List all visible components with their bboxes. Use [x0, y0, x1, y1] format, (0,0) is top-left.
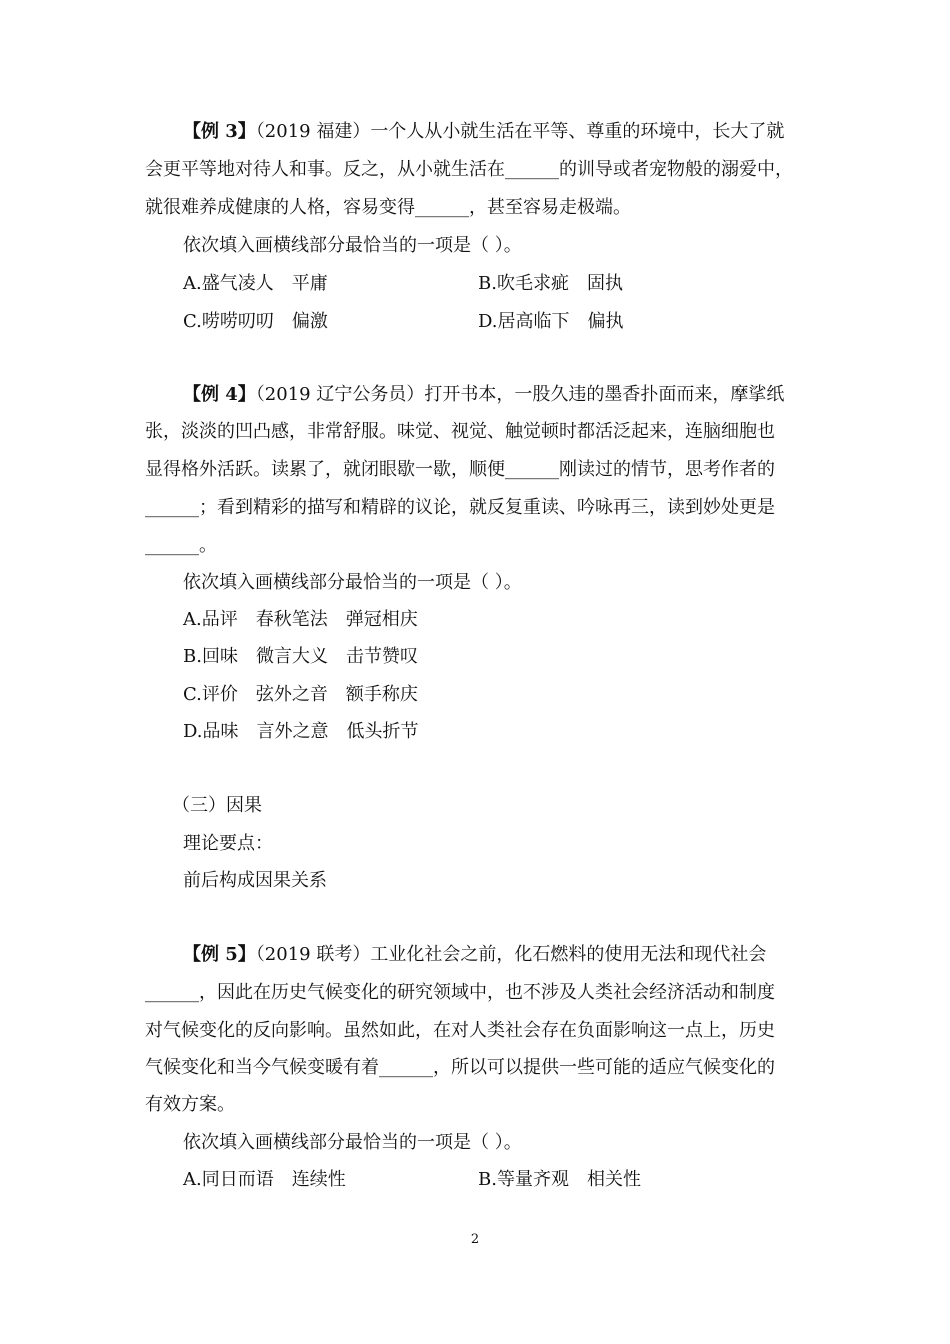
ex3-text-1: （2019 福建）一个人从小就生活在平等、尊重的环境中，长大了就	[255, 121, 785, 142]
ex5-option-b: B.等量齐观 相关性	[478, 1169, 641, 1190]
ex4-text-1: （2019 辽宁公务员）打开书本，一股久违的墨香扑面而来，摩挲纸	[255, 384, 785, 405]
ex3-option-a: A.盛气凌人 平庸	[183, 273, 328, 294]
section-subtitle: 理论要点：	[183, 833, 273, 854]
ex4-option-a: A.品评 春秋笔法 弹冠相庆	[183, 609, 418, 630]
ex4-line-1	[183, 383, 784, 407]
ex4-question: 依次填入画横线部分最恰当的一项是（ ）。	[183, 572, 522, 593]
ex5-label: 【例 5】	[183, 944, 256, 965]
ex3-line-1	[183, 120, 784, 144]
ex5-line-3: 对气候变化的反向影响。虽然如此，在对人类社会存在负面影响这一点上，历史	[145, 1020, 775, 1041]
ex5-line-1	[183, 943, 766, 967]
ex3-option-c: C.唠唠叨叨 偏激	[183, 311, 328, 332]
ex4-line-4: ______；看到精彩的描写和精辟的议论，就反复重读、吟咏再三，读到妙处更是	[145, 497, 775, 518]
ex3-line-2: 会更平等地对待人和事。反之，从小就生活在______的训导或者宠物般的溺爱中，	[145, 159, 793, 180]
ex3-option-d: D.居高临下 偏执	[478, 311, 624, 332]
ex4-option-b: B.回味 微言大义 击节赞叹	[183, 646, 418, 667]
ex3-option-b: B.吹毛求疵 固执	[478, 273, 623, 294]
section-text: 前后构成因果关系	[183, 870, 327, 891]
ex5-option-a: A.同日而语 连续性	[183, 1169, 346, 1190]
ex5-line-2: ______，因此在历史气候变化的研究领域中，也不涉及人类社会经济活动和制度	[145, 982, 775, 1003]
ex4-label: 【例 4】	[183, 384, 256, 405]
section-title: （三）因果	[172, 795, 262, 816]
page-number: 2	[470, 1232, 480, 1247]
ex4-line-5: ______。	[145, 535, 217, 556]
ex5-text-1: （2019 联考）工业化社会之前，化石燃料的使用无法和现代社会	[255, 944, 767, 965]
ex5-question: 依次填入画横线部分最恰当的一项是（ ）。	[183, 1132, 522, 1153]
ex3-label: 【例 3】	[183, 121, 256, 142]
ex5-line-5: 有效方案。	[145, 1094, 235, 1115]
ex4-line-3: 显得格外活跃。读累了，就闭眼歇一歇，顺便______刚读过的情节，思考作者的	[145, 459, 775, 480]
ex5-line-4: 气候变化和当今气候变暖有着______，所以可以提供一些可能的适应气候变化的	[145, 1057, 775, 1078]
ex4-option-c: C.评价 弦外之音 额手称庆	[183, 684, 418, 705]
ex4-option-d: D.品味 言外之意 低头折节	[183, 721, 419, 742]
ex3-question: 依次填入画横线部分最恰当的一项是（ ）。	[183, 235, 522, 256]
ex4-line-2: 张，淡淡的凹凸感，非常舒服。味觉、视觉、触觉顿时都活泛起来，连脑细胞也	[145, 421, 775, 442]
ex3-line-3: 就很难养成健康的人格，容易变得______，甚至容易走极端。	[145, 197, 631, 218]
